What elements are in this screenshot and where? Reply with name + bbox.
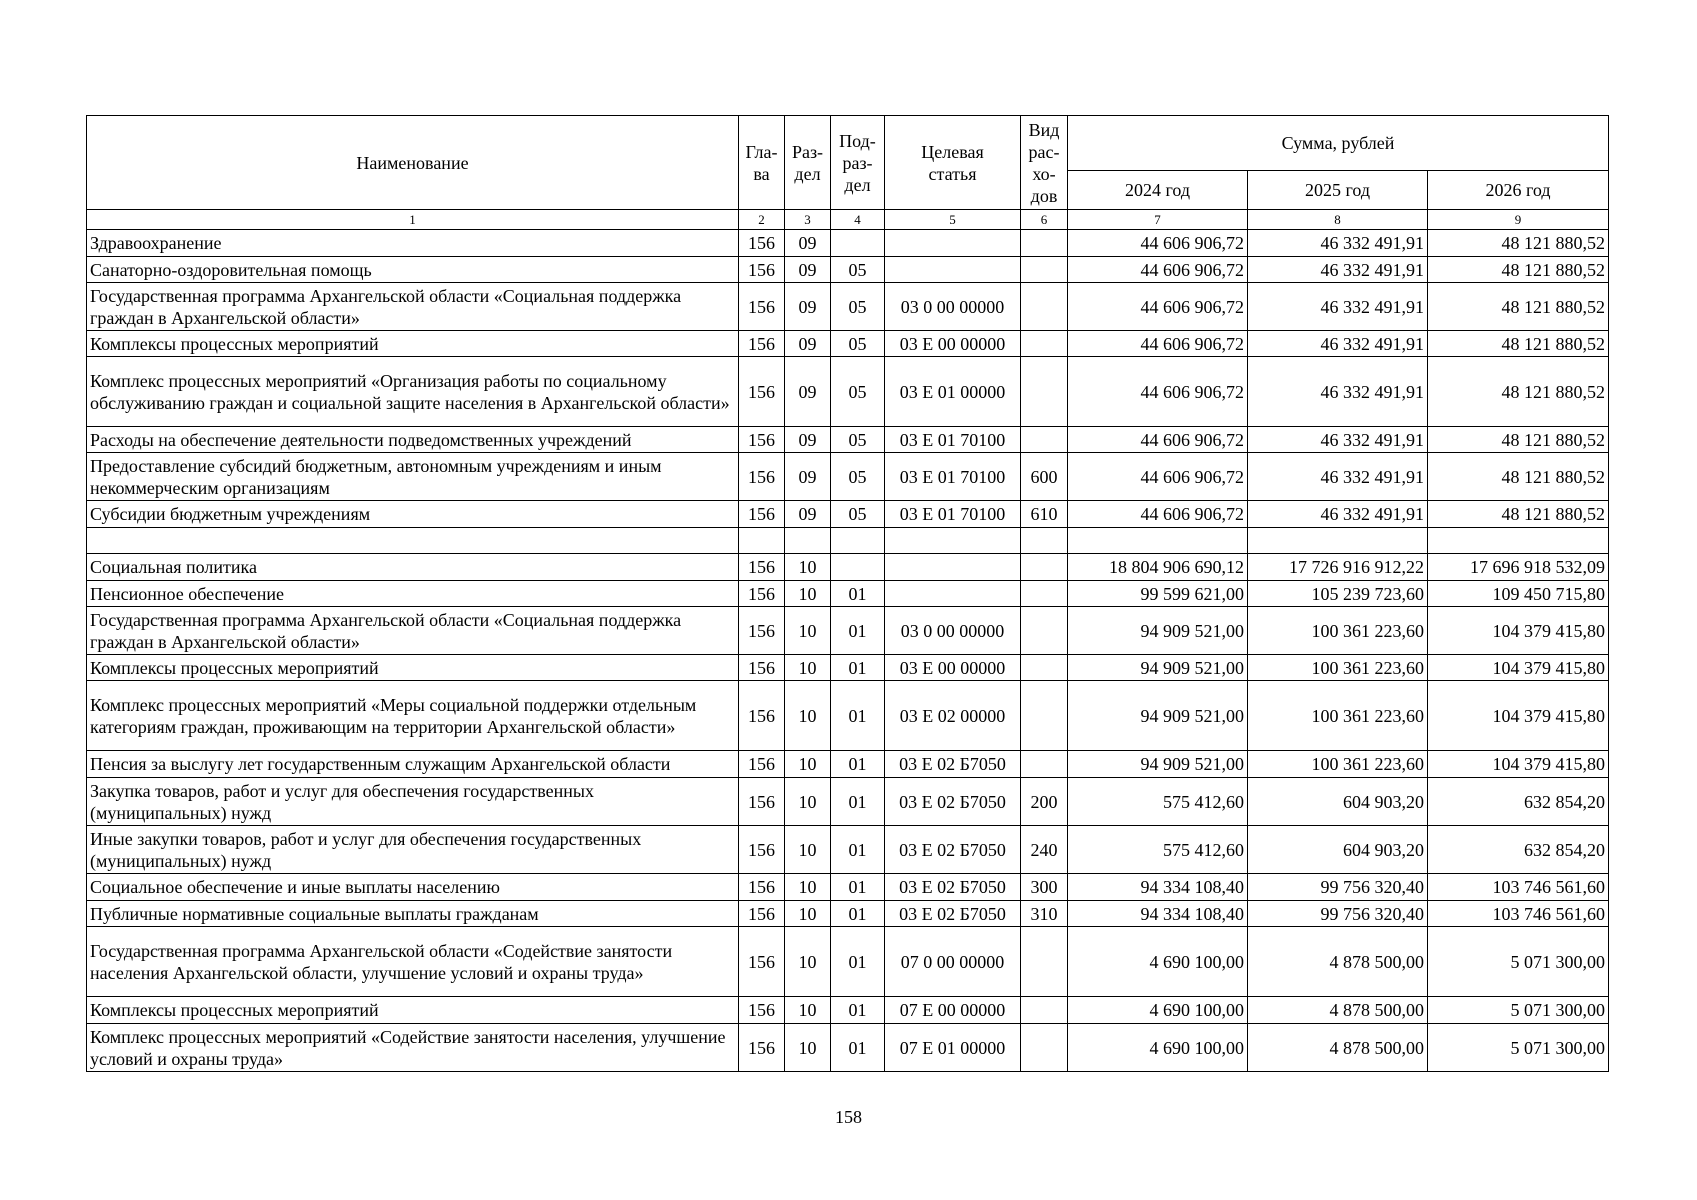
column-number-row xyxy=(87,210,1609,230)
row-expense-type-cell xyxy=(1021,257,1068,283)
row-target-article-cell: 07 Е 01 00000 xyxy=(885,1024,1021,1072)
row-amount-2025-cell: 46 332 491,91 xyxy=(1248,331,1428,357)
row-subsection-cell: 01 xyxy=(831,607,885,655)
row-target-article-cell: 03 Е 01 70100 xyxy=(885,427,1021,453)
row-amount-2026-cell: 103 746 561,60 xyxy=(1428,901,1609,927)
row-target-article-cell xyxy=(885,528,1021,554)
row-name-cell: Здравоохранение xyxy=(87,230,739,257)
row-expense-type-cell: 200 xyxy=(1021,778,1068,826)
row-amount-2026-cell: 48 121 880,52 xyxy=(1428,501,1609,528)
row-name-cell: Субсидии бюджетным учреждениям xyxy=(87,501,739,528)
row-amount-2025-cell: 99 756 320,40 xyxy=(1248,901,1428,927)
row-amount-2024-cell: 94 909 521,00 xyxy=(1068,607,1248,655)
row-amount-2026-cell: 48 121 880,52 xyxy=(1428,257,1609,283)
row-section-cell: 10 xyxy=(785,778,831,826)
row-chapter-cell: 156 xyxy=(739,453,785,501)
row-expense-type-cell: 240 xyxy=(1021,826,1068,874)
column-number: 5 xyxy=(885,210,1021,230)
row-section-cell: 10 xyxy=(785,826,831,874)
row-amount-2025-cell: 100 361 223,60 xyxy=(1248,751,1428,778)
row-subsection-cell: 01 xyxy=(831,778,885,826)
row-amount-2025-cell: 46 332 491,91 xyxy=(1248,501,1428,528)
table-body xyxy=(87,230,1609,1072)
row-amount-2026-cell: 632 854,20 xyxy=(1428,778,1609,826)
row-section-cell: 10 xyxy=(785,554,831,581)
column-number: 9 xyxy=(1428,210,1609,230)
row-subsection-cell xyxy=(831,554,885,581)
row-section-cell: 10 xyxy=(785,901,831,927)
table-row xyxy=(87,655,1609,681)
table-row xyxy=(87,927,1609,997)
row-name-cell: Пенсия за выслугу лет государственным служащим Архангельской области xyxy=(87,751,739,778)
table-row xyxy=(87,331,1609,357)
row-amount-2025-cell: 604 903,20 xyxy=(1248,826,1428,874)
row-amount-2024-cell: 44 606 906,72 xyxy=(1068,331,1248,357)
row-expense-type-cell xyxy=(1021,427,1068,453)
row-amount-2026-cell: 48 121 880,52 xyxy=(1428,357,1609,427)
row-amount-2025-cell: 46 332 491,91 xyxy=(1248,230,1428,257)
row-chapter-cell: 156 xyxy=(739,427,785,453)
row-expense-type-cell xyxy=(1021,357,1068,427)
table-row xyxy=(87,997,1609,1024)
row-subsection-cell: 05 xyxy=(831,257,885,283)
row-amount-2025-cell: 46 332 491,91 xyxy=(1248,257,1428,283)
row-amount-2024-cell: 94 334 108,40 xyxy=(1068,874,1248,901)
row-section-cell: 10 xyxy=(785,655,831,681)
row-amount-2024-cell: 4 690 100,00 xyxy=(1068,927,1248,997)
row-target-article-cell: 03 Е 01 00000 xyxy=(885,357,1021,427)
table-row xyxy=(87,778,1609,826)
row-chapter-cell: 156 xyxy=(739,283,785,331)
row-amount-2026-cell: 5 071 300,00 xyxy=(1428,927,1609,997)
row-section-cell: 10 xyxy=(785,874,831,901)
table-row xyxy=(87,607,1609,655)
row-amount-2026-cell: 109 450 715,80 xyxy=(1428,581,1609,607)
row-subsection-cell: 01 xyxy=(831,681,885,751)
row-subsection-cell: 05 xyxy=(831,357,885,427)
column-number: 6 xyxy=(1021,210,1068,230)
column-number: 3 xyxy=(785,210,831,230)
row-name-cell: Предоставление субсидий бюджетным, автономным учреждениям и иным некоммерческим организациям xyxy=(87,453,739,501)
row-section-cell: 10 xyxy=(785,997,831,1024)
row-amount-2026-cell: 48 121 880,52 xyxy=(1428,453,1609,501)
column-number: 1 xyxy=(87,210,739,230)
row-name-cell xyxy=(87,528,739,554)
row-expense-type-cell xyxy=(1021,927,1068,997)
row-target-article-cell xyxy=(885,581,1021,607)
header-target-article: Целевая статья xyxy=(885,116,1021,210)
table-row xyxy=(87,751,1609,778)
row-expense-type-cell xyxy=(1021,1024,1068,1072)
row-amount-2024-cell: 575 412,60 xyxy=(1068,778,1248,826)
row-chapter-cell: 156 xyxy=(739,1024,785,1072)
row-amount-2025-cell: 46 332 491,91 xyxy=(1248,283,1428,331)
row-target-article-cell: 03 Е 02 Б7050 xyxy=(885,901,1021,927)
row-subsection-cell: 01 xyxy=(831,927,885,997)
table-row xyxy=(87,826,1609,874)
row-section-cell: 10 xyxy=(785,1024,831,1072)
header-chapter: Гла- ва xyxy=(739,116,785,210)
row-target-article-cell: 03 Е 02 00000 xyxy=(885,681,1021,751)
table-row xyxy=(87,501,1609,528)
row-name-cell: Пенсионное обеспечение xyxy=(87,581,739,607)
row-name-cell: Иные закупки товаров, работ и услуг для обеспечения государственных (муниципальных) нужд xyxy=(87,826,739,874)
row-amount-2025-cell: 100 361 223,60 xyxy=(1248,607,1428,655)
row-expense-type-cell xyxy=(1021,554,1068,581)
row-amount-2025-cell: 46 332 491,91 xyxy=(1248,357,1428,427)
row-chapter-cell: 156 xyxy=(739,607,785,655)
row-amount-2025-cell: 4 878 500,00 xyxy=(1248,1024,1428,1072)
row-chapter-cell: 156 xyxy=(739,751,785,778)
row-amount-2025-cell: 100 361 223,60 xyxy=(1248,655,1428,681)
row-name-cell: Комплекс процессных мероприятий «Содействие занятости населения, улучшение условий и охраны труда» xyxy=(87,1024,739,1072)
row-expense-type-cell xyxy=(1021,283,1068,331)
row-section-cell: 10 xyxy=(785,681,831,751)
table-row xyxy=(87,901,1609,927)
row-target-article-cell: 03 Е 02 Б7050 xyxy=(885,826,1021,874)
row-amount-2025-cell: 100 361 223,60 xyxy=(1248,681,1428,751)
row-amount-2024-cell: 94 909 521,00 xyxy=(1068,681,1248,751)
row-target-article-cell: 03 Е 02 Б7050 xyxy=(885,751,1021,778)
row-target-article-cell: 07 Е 00 00000 xyxy=(885,997,1021,1024)
row-chapter-cell: 156 xyxy=(739,874,785,901)
row-name-cell: Комплексы процессных мероприятий xyxy=(87,997,739,1024)
row-subsection-cell: 05 xyxy=(831,283,885,331)
row-expense-type-cell xyxy=(1021,997,1068,1024)
row-amount-2026-cell: 48 121 880,52 xyxy=(1428,230,1609,257)
row-subsection-cell: 05 xyxy=(831,501,885,528)
row-name-cell: Социальная политика xyxy=(87,554,739,581)
row-section-cell: 10 xyxy=(785,581,831,607)
row-amount-2026-cell: 17 696 918 532,09 xyxy=(1428,554,1609,581)
row-section-cell: 09 xyxy=(785,427,831,453)
row-chapter-cell: 156 xyxy=(739,331,785,357)
row-chapter-cell xyxy=(739,528,785,554)
row-name-cell: Расходы на обеспечение деятельности подведомственных учреждений xyxy=(87,427,739,453)
row-expense-type-cell xyxy=(1021,230,1068,257)
header-expense-type: Вид рас- хо- дов xyxy=(1021,116,1068,210)
row-subsection-cell: 01 xyxy=(831,655,885,681)
row-target-article-cell xyxy=(885,230,1021,257)
row-target-article-cell: 03 Е 02 Б7050 xyxy=(885,778,1021,826)
row-expense-type-cell xyxy=(1021,528,1068,554)
row-amount-2026-cell: 5 071 300,00 xyxy=(1428,1024,1609,1072)
row-chapter-cell: 156 xyxy=(739,778,785,826)
row-target-article-cell: 03 0 00 00000 xyxy=(885,283,1021,331)
row-amount-2024-cell: 44 606 906,72 xyxy=(1068,453,1248,501)
row-amount-2024-cell: 575 412,60 xyxy=(1068,826,1248,874)
row-name-cell: Комплекс процессных мероприятий «Меры социальной поддержки отдельным категориям граждан, проживающим на территории Архангельской области» xyxy=(87,681,739,751)
row-amount-2025-cell xyxy=(1248,528,1428,554)
row-section-cell xyxy=(785,528,831,554)
row-amount-2026-cell: 48 121 880,52 xyxy=(1428,427,1609,453)
row-chapter-cell: 156 xyxy=(739,357,785,427)
row-section-cell: 09 xyxy=(785,230,831,257)
row-amount-2026-cell: 104 379 415,80 xyxy=(1428,607,1609,655)
row-expense-type-cell xyxy=(1021,655,1068,681)
row-section-cell: 09 xyxy=(785,283,831,331)
row-section-cell: 09 xyxy=(785,453,831,501)
row-name-cell: Закупка товаров, работ и услуг для обеспечения государственных (муниципальных) нужд xyxy=(87,778,739,826)
row-chapter-cell: 156 xyxy=(739,826,785,874)
header-section: Раз- дел xyxy=(785,116,831,210)
row-subsection-cell xyxy=(831,528,885,554)
row-expense-type-cell: 610 xyxy=(1021,501,1068,528)
row-name-cell: Государственная программа Архангельской области «Социальная поддержка граждан в Архангельской области» xyxy=(87,283,739,331)
row-amount-2025-cell: 105 239 723,60 xyxy=(1248,581,1428,607)
row-amount-2025-cell: 46 332 491,91 xyxy=(1248,453,1428,501)
row-subsection-cell: 01 xyxy=(831,901,885,927)
table-row xyxy=(87,453,1609,501)
table-row xyxy=(87,427,1609,453)
row-amount-2024-cell: 44 606 906,72 xyxy=(1068,357,1248,427)
table-row xyxy=(87,1024,1609,1072)
row-amount-2026-cell: 103 746 561,60 xyxy=(1428,874,1609,901)
row-name-cell: Санаторно-оздоровительная помощь xyxy=(87,257,739,283)
row-expense-type-cell xyxy=(1021,581,1068,607)
row-subsection-cell: 01 xyxy=(831,1024,885,1072)
row-subsection-cell: 01 xyxy=(831,874,885,901)
row-name-cell: Государственная программа Архангельской области «Социальная поддержка граждан в Архангельской области» xyxy=(87,607,739,655)
row-target-article-cell: 03 Е 01 70100 xyxy=(885,453,1021,501)
table-row xyxy=(87,528,1609,554)
row-chapter-cell: 156 xyxy=(739,257,785,283)
row-amount-2025-cell: 99 756 320,40 xyxy=(1248,874,1428,901)
row-expense-type-cell: 600 xyxy=(1021,453,1068,501)
header-name: Наименование xyxy=(87,116,739,210)
row-amount-2026-cell: 48 121 880,52 xyxy=(1428,283,1609,331)
row-section-cell: 10 xyxy=(785,751,831,778)
row-section-cell: 09 xyxy=(785,501,831,528)
row-section-cell: 10 xyxy=(785,607,831,655)
row-amount-2024-cell: 94 334 108,40 xyxy=(1068,901,1248,927)
table-row xyxy=(87,681,1609,751)
header-year-2025: 2025 год xyxy=(1248,171,1428,210)
row-target-article-cell: 03 Е 01 70100 xyxy=(885,501,1021,528)
row-amount-2026-cell xyxy=(1428,528,1609,554)
row-expense-type-cell: 300 xyxy=(1021,874,1068,901)
row-expense-type-cell xyxy=(1021,331,1068,357)
row-chapter-cell: 156 xyxy=(739,230,785,257)
row-subsection-cell: 01 xyxy=(831,751,885,778)
row-subsection-cell: 01 xyxy=(831,581,885,607)
row-name-cell: Комплексы процессных мероприятий xyxy=(87,655,739,681)
row-amount-2024-cell: 44 606 906,72 xyxy=(1068,501,1248,528)
row-amount-2026-cell: 104 379 415,80 xyxy=(1428,655,1609,681)
row-amount-2026-cell: 48 121 880,52 xyxy=(1428,331,1609,357)
row-target-article-cell xyxy=(885,257,1021,283)
row-name-cell: Государственная программа Архангельской области «Содействие занятости населения Архангельской области, улучшение условий и охраны труда» xyxy=(87,927,739,997)
row-expense-type-cell xyxy=(1021,681,1068,751)
row-amount-2025-cell: 4 878 500,00 xyxy=(1248,927,1428,997)
row-chapter-cell: 156 xyxy=(739,681,785,751)
row-amount-2024-cell: 94 909 521,00 xyxy=(1068,655,1248,681)
row-target-article-cell: 03 Е 00 00000 xyxy=(885,331,1021,357)
header-subsection: Под- раз- дел xyxy=(831,116,885,210)
row-subsection-cell: 05 xyxy=(831,427,885,453)
row-amount-2024-cell: 44 606 906,72 xyxy=(1068,283,1248,331)
row-amount-2024-cell: 94 909 521,00 xyxy=(1068,751,1248,778)
table-row xyxy=(87,874,1609,901)
column-number: 2 xyxy=(739,210,785,230)
row-subsection-cell: 05 xyxy=(831,331,885,357)
row-amount-2024-cell: 18 804 906 690,12 xyxy=(1068,554,1248,581)
row-amount-2024-cell: 4 690 100,00 xyxy=(1068,1024,1248,1072)
table-row xyxy=(87,257,1609,283)
row-amount-2024-cell: 44 606 906,72 xyxy=(1068,257,1248,283)
row-amount-2025-cell: 604 903,20 xyxy=(1248,778,1428,826)
header-sum: Сумма, рублей xyxy=(1068,116,1609,171)
row-amount-2024-cell: 44 606 906,72 xyxy=(1068,427,1248,453)
row-chapter-cell: 156 xyxy=(739,997,785,1024)
row-expense-type-cell xyxy=(1021,607,1068,655)
row-chapter-cell: 156 xyxy=(739,927,785,997)
row-amount-2026-cell: 104 379 415,80 xyxy=(1428,751,1609,778)
column-number: 4 xyxy=(831,210,885,230)
row-target-article-cell: 03 Е 00 00000 xyxy=(885,655,1021,681)
row-section-cell: 09 xyxy=(785,257,831,283)
row-subsection-cell xyxy=(831,230,885,257)
row-name-cell: Комплекс процессных мероприятий «Организация работы по социальному обслуживанию граждан и социальной защите населения в Архангельской области» xyxy=(87,357,739,427)
row-name-cell: Публичные нормативные социальные выплаты гражданам xyxy=(87,901,739,927)
row-name-cell: Комплексы процессных мероприятий xyxy=(87,331,739,357)
column-number: 7 xyxy=(1068,210,1248,230)
row-chapter-cell: 156 xyxy=(739,581,785,607)
table-row xyxy=(87,357,1609,427)
row-amount-2026-cell: 5 071 300,00 xyxy=(1428,997,1609,1024)
row-chapter-cell: 156 xyxy=(739,501,785,528)
table-row xyxy=(87,283,1609,331)
row-amount-2024-cell: 4 690 100,00 xyxy=(1068,997,1248,1024)
row-expense-type-cell xyxy=(1021,751,1068,778)
row-chapter-cell: 156 xyxy=(739,655,785,681)
row-amount-2024-cell: 99 599 621,00 xyxy=(1068,581,1248,607)
row-amount-2024-cell: 44 606 906,72 xyxy=(1068,230,1248,257)
row-section-cell: 09 xyxy=(785,331,831,357)
table-row xyxy=(87,581,1609,607)
column-number: 8 xyxy=(1248,210,1428,230)
row-amount-2025-cell: 46 332 491,91 xyxy=(1248,427,1428,453)
row-target-article-cell xyxy=(885,554,1021,581)
row-target-article-cell: 07 0 00 00000 xyxy=(885,927,1021,997)
page-number: 158 xyxy=(835,1107,862,1127)
table-row xyxy=(87,230,1609,257)
header-year-2024: 2024 год xyxy=(1068,171,1248,210)
row-section-cell: 09 xyxy=(785,357,831,427)
row-subsection-cell: 01 xyxy=(831,826,885,874)
row-expense-type-cell: 310 xyxy=(1021,901,1068,927)
row-chapter-cell: 156 xyxy=(739,554,785,581)
row-amount-2024-cell xyxy=(1068,528,1248,554)
row-amount-2025-cell: 17 726 916 912,22 xyxy=(1248,554,1428,581)
row-amount-2025-cell: 4 878 500,00 xyxy=(1248,997,1428,1024)
row-amount-2026-cell: 104 379 415,80 xyxy=(1428,681,1609,751)
row-subsection-cell: 05 xyxy=(831,453,885,501)
row-amount-2026-cell: 632 854,20 xyxy=(1428,826,1609,874)
row-name-cell: Социальное обеспечение и иные выплаты населению xyxy=(87,874,739,901)
row-target-article-cell: 03 Е 02 Б7050 xyxy=(885,874,1021,901)
row-chapter-cell: 156 xyxy=(739,901,785,927)
header-year-2026: 2026 год xyxy=(1428,171,1609,210)
row-subsection-cell: 01 xyxy=(831,997,885,1024)
budget-table xyxy=(86,115,1609,1072)
row-target-article-cell: 03 0 00 00000 xyxy=(885,607,1021,655)
row-section-cell: 10 xyxy=(785,927,831,997)
table-row xyxy=(87,554,1609,581)
